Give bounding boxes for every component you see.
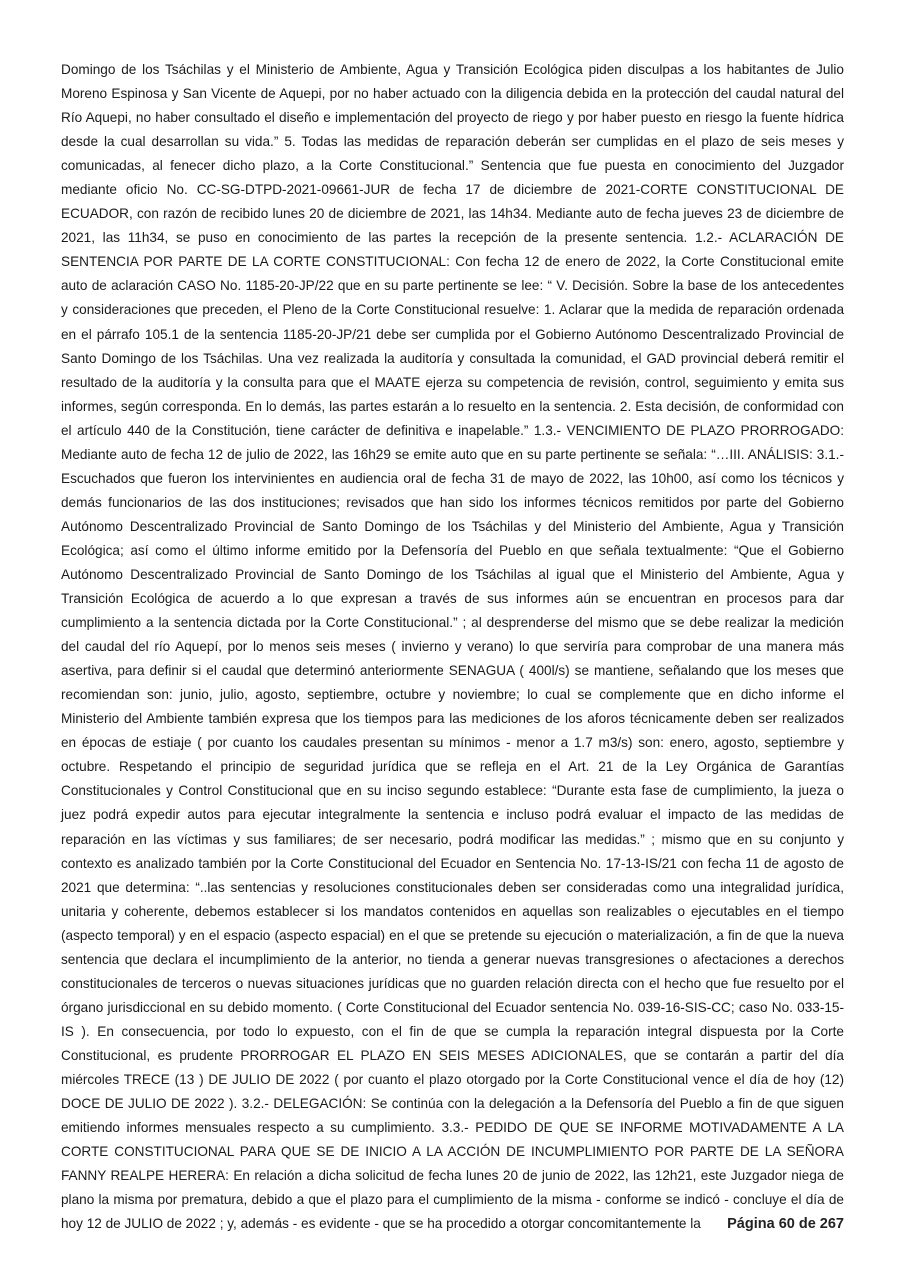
page-number: Página 60 de 267	[727, 1216, 844, 1232]
body-text: Domingo de los Tsáchilas y el Ministerio de Ambiente, Agua y Transición Ecológica piden disculpas a los habitantes de Julio Moreno Espinosa y San Vicente de Aquepi, por no haber actuado con la diligencia debida en la protección del caudal natural del Río Aquepi, no haber consultado el diseño e implementación del proyecto de riego y por haber puesto en riesgo la fuente hídrica desde la cual desarrollan su vida.” 5. Todas las medidas de reparación deberán ser cumplidas en el plazo de seis meses y comunicadas, al fenecer dicho plazo, a la Corte Constitucional.” Sentencia que fue puesta en conocimiento del Juzgador mediante oficio No. CC-SG-DTPD-2021-09661-JUR de fecha 17 de diciembre de 2021-CORTE CONSTITUCIONAL DE ECUADOR, con razón de recibido lunes 20 de diciembre de 2021, las 14h34. Mediante auto de fecha jueves 23 de diciembre de 2021, las 11h34, se puso en conocimiento de las partes la recepción de la presente sentencia. 1.2.- ACLARACIÓN DE SENTENCIA POR PARTE DE LA CORTE CONSTITUCIONAL: Con fecha 12 de enero de 2022, la Corte Constitucional emite auto de aclaración CASO No. 1185-20-JP/22 que en su parte pertinente se lee: “ V. Decisión. Sobre la base de los antecedentes y consideraciones que preceden, el Pleno de la Corte Constitucional resuelve: 1. Aclarar que la medida de reparación ordenada en el párrafo 105.1 de la sentencia 1185-20-JP/21 debe ser cumplida por el Gobierno Autónomo Descentralizado Provincial de Santo Domingo de los Tsáchilas. Una vez realizada la auditoría y consultada la comunidad, el GAD provincial deberá remitir el resultado de la auditoría y la consulta para que el MAATE ejerza su competencia de revisión, control, seguimiento y emita sus informes, según corresponda. En lo demás, las partes estarán a lo resuelto en la sentencia. 2. Esta decisión, de conformidad con el artículo 440 de la Constitución, tiene carácter de definitiva e inapelable.” 1.3.- VENCIMIENTO DE PLAZO PRORROGADO: Mediante auto de fecha 12 de julio de 2022, las 16h29 se emite auto que en su parte pertinente se señala: “…III. ANÁLISIS: 3.1.- Escuchados que fueron los intervinientes en audiencia oral de fecha 31 de mayo de 2022, las 10h00, así como los técnicos y demás funcionarios de las dos instituciones; revisados que han sido los informes técnicos remitidos por parte del Gobierno Autónomo Descentralizado Provincial de Santo Domingo de los Tsáchilas y del Ministerio del Ambiente, Agua y Transición Ecológica; así como el último informe emitido por la Defensoría del Pueblo en que señala textualmente: “Que el Gobierno Autónomo Descentralizado Provincial de Santo Domingo de los Tsáchilas al igual que el Ministerio del Ambiente, Agua y Transición Ecológica de acuerdo a lo que expresan a través de sus informes aún se encuentran en procesos para dar cumplimiento a la sentencia dictada por la Corte Constitucional.” ; al desprenderse del mismo que se debe realizar la medición del caudal del río Aquepí, por lo menos seis meses ( invierno y verano) lo que serviría para comprobar de una manera más asertiva, para definir si el caudal que determinó anteriormente SENAGUA ( 400l/s) se mantiene, señalando que los meses que recomiendan son: junio, julio, agosto, septiembre, octubre y noviembre; lo cual se complemente que en dicho informe el Ministerio del Ambiente también expresa que los tiempos para las mediciones de los aforos técnicamente deben ser realizados en épocas de estiaje ( por cuanto los caudales presentan su mínimos - menor a 1.7 m3/s) son: enero, agosto, septiembre y octubre. Respetando el principio de seguridad jurídica que se refleja en el Art. 21 de la Ley Orgánica de Garantías Constitucionales y Control Constitucional que en su inciso segundo establece: “Durante esta fase de cumplimiento, la jueza o juez podrá expedir autos para ejecutar integralmente la sentencia e incluso podrá evaluar el impacto de las medidas de reparación en las víctimas y sus familiares; de ser necesario, podrá modificar las medidas.” ; mismo que en su conjunto y contexto es analizado también por la Corte Constitucional del Ecuador en Sentencia No. 17-13-IS/21 con fecha 11 de agosto de 2021 que determina: “..las sentencias y resoluciones constitucionales deben ser consideradas como una integralidad jurídica, unitaria y coherente, debemos establecer si los mandatos contenidos en aquellas son realizables o ejecutables en el tiempo (aspecto temporal) y en el espacio (aspecto espacial) en el que se pretende su ejecución o materialización, a fin de que la nueva sentencia que declara el incumplimiento de la anterior, no tienda a generar nuevas transgresiones o afectaciones a derechos constitucionales de terceros o nuevas situaciones jurídicas que no guarden relación directa con el hecho que fue resuelto por el órgano jurisdiccional en su debido momento. ( Corte Constitucional del Ecuador sentencia No. 039-16-SIS-CC; caso No. 033-15-IS ). En consecuencia, por todo lo expuesto, con el fin de que se cumpla la reparación integral dispuesta por la Corte Constitucional, es prudente PRORROGAR EL PLAZO EN SEIS MESES ADICIONALES, que se contarán a partir del día miércoles TRECE (13 ) DE JULIO DE 2022 ( por cuanto el plazo otorgado por la Corte Constitucional vence el día de hoy (12) DOCE DE JULIO DE 2022 ). 3.2.- DELEGACIÓN: Se continúa con la delegación a la Defensoría del Pueblo a fin de que siguen emitiendo informes mensuales respecto a su cumplimiento. 3.3.- PEDIDO DE QUE SE INFORME MOTIVADAMENTE A LA CORTE CONSTITUCIONAL PARA QUE SE DE INICIO A LA ACCIÓN DE INCUMPLIMIENTO POR PARTE DE LA SEÑORA FANNY REALPE HERERA: En relación a dicha solicitud de fecha lunes 20 de junio de 2022, las 12h21, este Juzgador niega de plano la misma por prematura, debido a que el plazo para el cumplimiento de la misma - conforme se indicó - concluye el día de hoy 12 de JULIO de 2022 ; y, además - es evidente - que se ha procedido a otorgar concomitantemente la	[61, 62, 844, 1232]
